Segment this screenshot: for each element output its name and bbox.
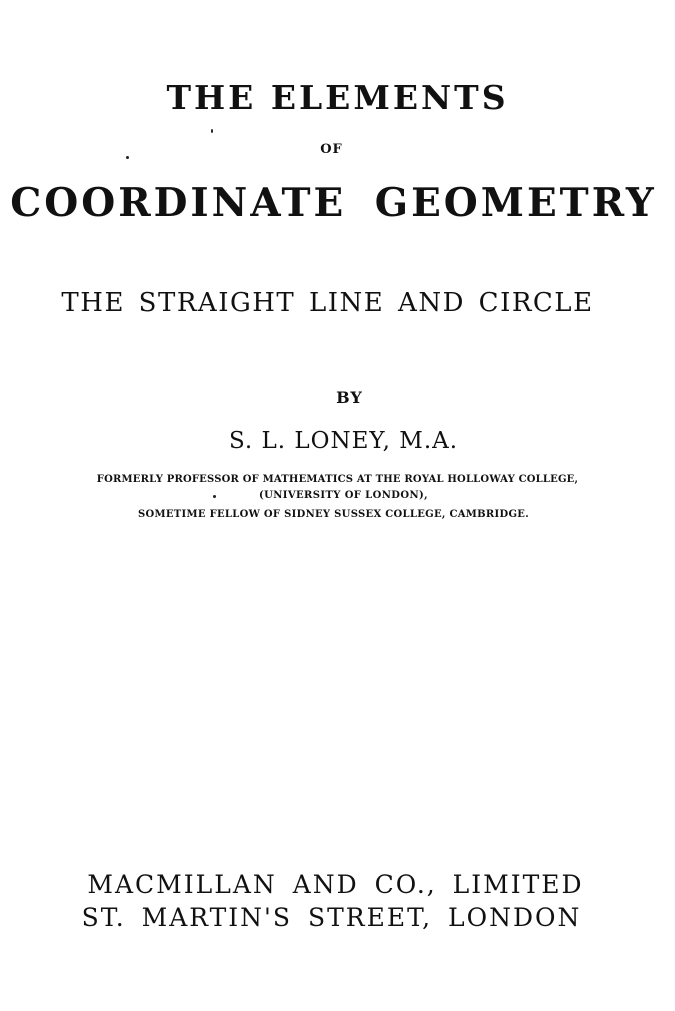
author-credential-2: (UNIVERSITY OF LONDON), (258, 490, 429, 501)
print-speck (211, 129, 213, 133)
publisher-address: ST. MARTIN'S STREET, LONDON (81, 903, 582, 932)
title-line-2: COORDINATE GEOMETRY (10, 180, 657, 226)
author-name: S. L. LONEY, M.A. (228, 428, 459, 454)
author-credential-3: SOMETIME FELLOW OF SIDNEY SUSSEX COLLEGE, CAMBRIDGE. (137, 509, 530, 520)
author-credential-1: FORMERLY PROFESSOR OF MATHEMATICS AT THE ROYAL HOLLOWAY COLLEGE, (96, 474, 579, 485)
publisher-name: MACMILLAN AND CO., LIMITED (87, 870, 584, 899)
subtitle: THE STRAIGHT LINE AND CIRCLE (61, 288, 594, 318)
by-line: BY (336, 388, 363, 407)
title-connector: OF (320, 142, 343, 157)
title-line-1: THE ELEMENTS (166, 78, 509, 117)
